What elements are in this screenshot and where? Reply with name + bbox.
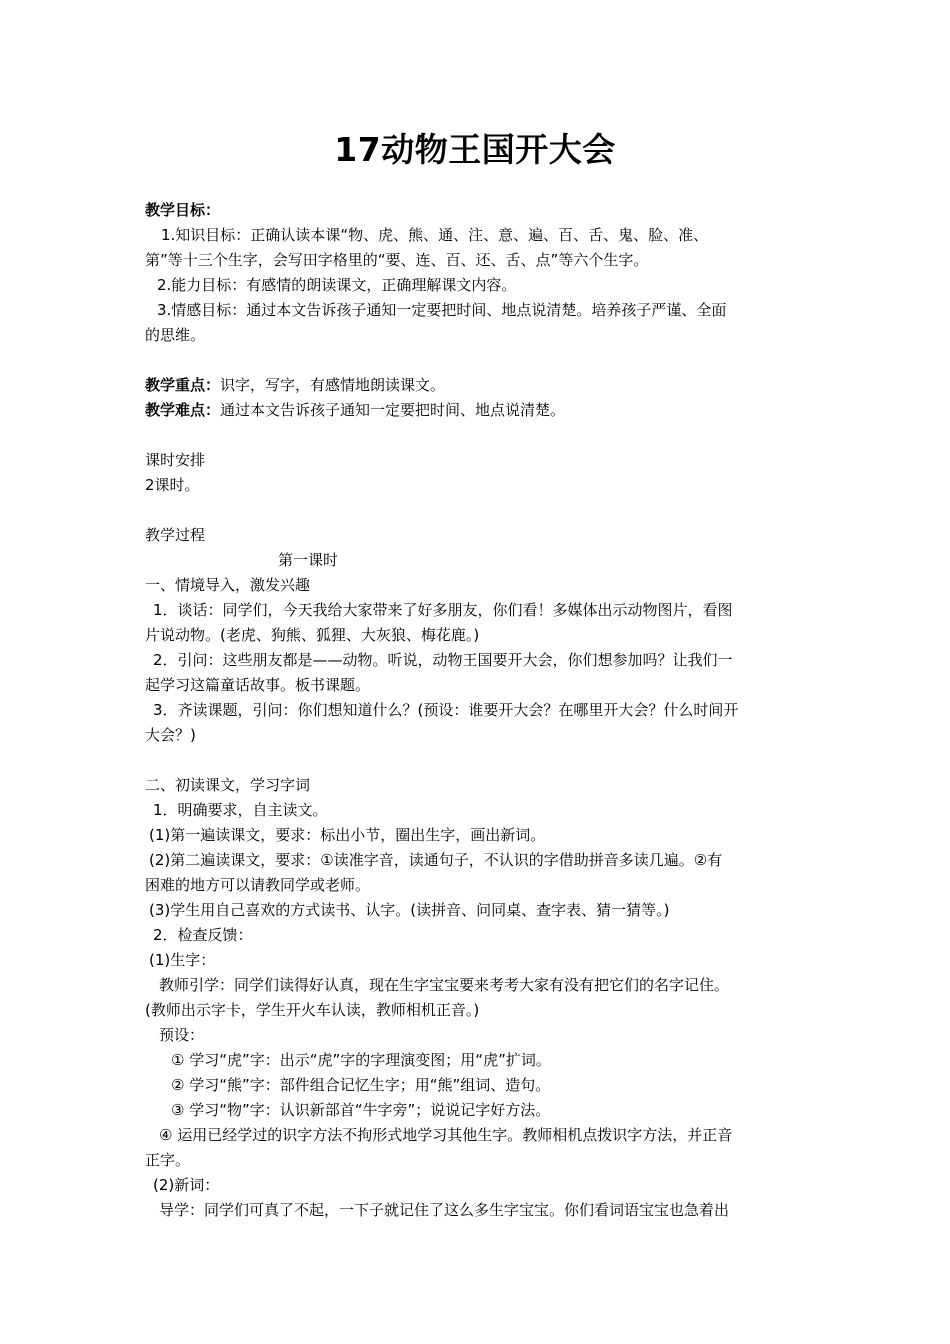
key-points-text: 识字，写字，有感情地朗读课文。 xyxy=(220,376,446,394)
section-2-sub-3: (3)学生用自己喜欢的方式读书、认字。(读拼音、问同桌、查字表、猜一猜等。) xyxy=(149,901,670,919)
difficulties xyxy=(145,398,809,423)
guide-1-line-2: (教师出示字卡，学生开火车认读，教师相机正音。) xyxy=(145,1001,480,1019)
key-points xyxy=(145,373,809,398)
section-2-sub-2-line-2: 困难的地方可以请教同学或老师。 xyxy=(145,876,371,894)
section-1-item-2-line-2: 起学习这篇童话故事。板书课题。 xyxy=(145,676,371,694)
section-1-heading: 一、情境导入，激发兴趣 xyxy=(145,576,311,594)
emotion-objective-line-1: 3.情感目标：通过本文告诉孩子通知一定要把时间、地点说清楚。培养孩子严谨、全面 xyxy=(157,301,727,319)
spacer xyxy=(145,498,809,523)
schedule-text: 2课时。 xyxy=(145,476,200,494)
spacer xyxy=(145,348,809,373)
circle-item-4-line-1: ④ 运用已经学过的识字方法不拘形式地学习其他生字。教师相机点拨识字方法，并正音 xyxy=(159,1126,733,1144)
section-2-sub-5: (2)新词： xyxy=(153,1176,220,1194)
key-points-heading: 教学重点： xyxy=(145,376,221,394)
difficulties-heading: 教学难点： xyxy=(145,401,221,419)
spacer xyxy=(145,748,809,773)
preset-label: 预设： xyxy=(159,1026,205,1044)
section-2-sub-1: (1)第一遍读课文，要求：标出小节，圈出生字，画出新词。 xyxy=(149,826,546,844)
section-1-item-2-line-1: 2．引问：这些朋友都是——动物。听说，动物王国要开大会，你们想参加吗？让我们一 xyxy=(153,651,733,669)
difficulties-text: 通过本文告诉孩子通知一定要把时间、地点说清楚。 xyxy=(220,401,566,419)
knowledge-objective-line-1: 1.知识目标：正确认读本课“物、虎、熊、通、注、意、遍、百、舌、鬼、脸、准、 xyxy=(161,226,709,244)
ability-objective: 2.能力目标：有感情的朗读课文，正确理解课文内容。 xyxy=(157,276,517,294)
section-1-item-1-line-2: 片说动物。(老虎、狗熊、狐狸、大灰狼、梅花鹿。) xyxy=(145,626,480,644)
spacer xyxy=(145,423,809,448)
lesson-1-heading: 第一课时 xyxy=(278,551,339,569)
emotion-objective-line-2: 的思维。 xyxy=(145,326,206,344)
section-2-sub-2-line-1: (2)第二遍读课文，要求：①读准字音，读通句子，不认识的字借助拼音多读几遍。②有 xyxy=(149,851,723,869)
knowledge-objective-line-2: 第”等十三个生字，会写田字格里的“要、连、百、还、舌、点”等六个生字。 xyxy=(145,251,649,269)
circle-item-4-line-2: 正字。 xyxy=(145,1151,191,1169)
guide-2: 导学：同学们可真了不起，一下子就记住了这么多生字宝宝。你们看词语宝宝也急着出 xyxy=(159,1201,730,1219)
section-2-sub-4: (1)生字： xyxy=(149,951,216,969)
circle-item-3: ③ 学习“物”字：认识新部首“牛字旁”；说说记字好方法。 xyxy=(171,1101,551,1119)
schedule-heading: 课时安排 xyxy=(145,451,206,469)
objectives-heading: 教学目标： xyxy=(145,201,221,219)
circle-item-2: ② 学习“熊”字：部件组合记忆生字；用“熊”组词、造句。 xyxy=(171,1076,551,1094)
process-heading: 教学过程 xyxy=(145,526,206,544)
section-2-heading: 二、初读课文，学习字词 xyxy=(145,776,311,794)
section-1-item-3-line-2: 大会？) xyxy=(145,726,196,744)
section-1-item-1-line-1: 1．谈话：同学们，今天我给大家带来了好多朋友，你们看！多媒体出示动物图片，看图 xyxy=(153,601,733,619)
page-title: 17动物王国开大会 xyxy=(334,130,616,169)
circle-item-1: ① 学习“虎”字：出示“虎”字的字理演变图；用“虎”扩词。 xyxy=(171,1051,551,1069)
document-body xyxy=(145,198,809,1223)
section-1-item-3-line-1: 3．齐读课题，引问：你们想知道什么？(预设：谁要开大会？在哪里开大会？什么时间开 xyxy=(153,701,739,719)
section-2-item-2: 2．检查反馈： xyxy=(153,926,253,944)
section-2-item-1: 1．明确要求，自主读文。 xyxy=(153,801,328,819)
guide-1-line-1: 教师引学：同学们读得好认真，现在生字宝宝要来考考大家有没有把它们的名字记住。 xyxy=(159,976,730,994)
